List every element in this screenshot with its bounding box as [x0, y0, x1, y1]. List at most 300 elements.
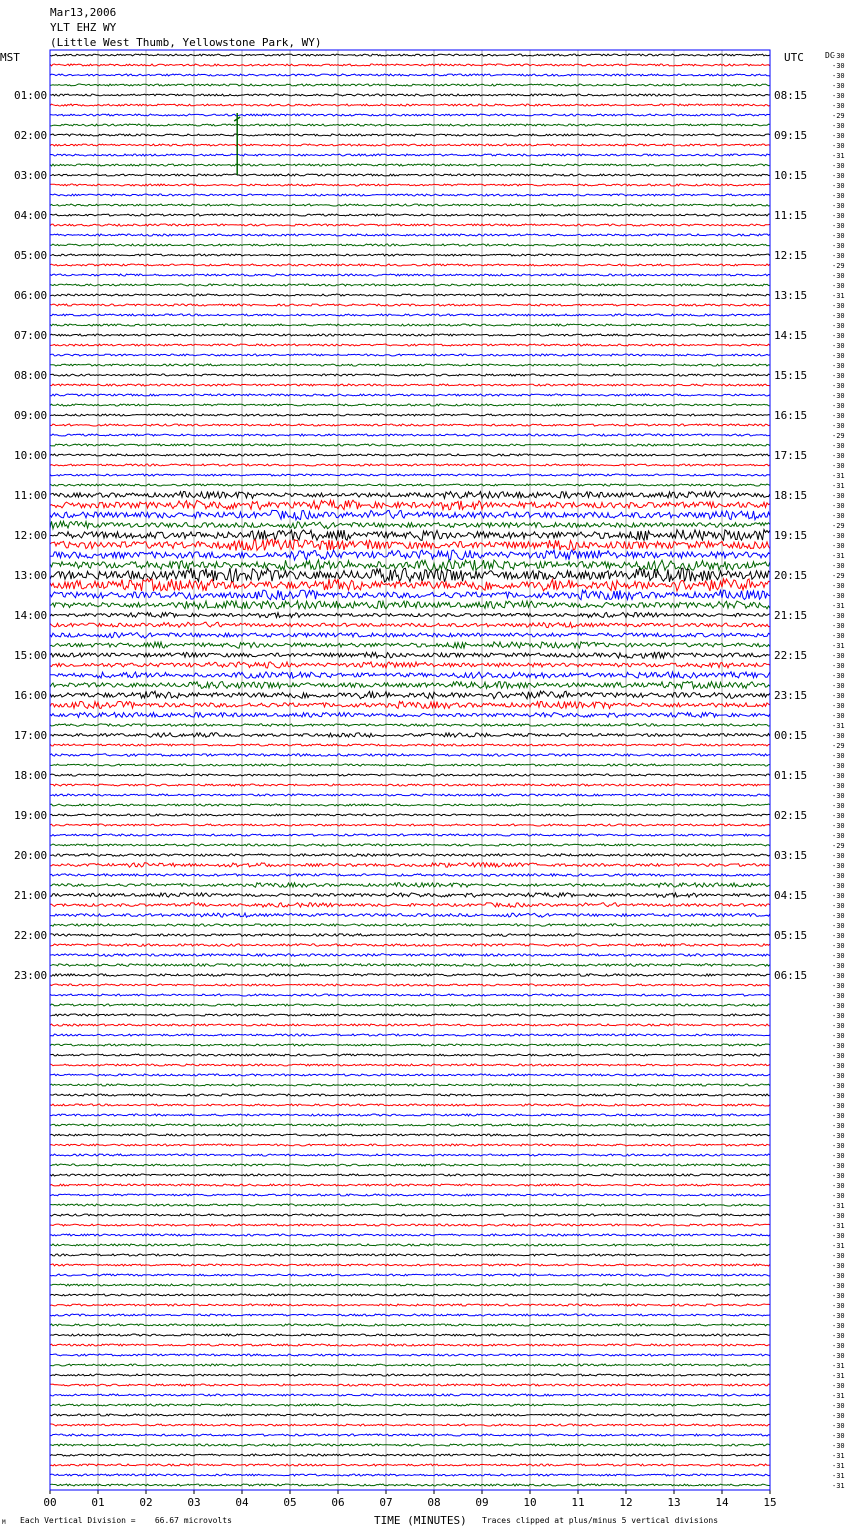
- dc-offset: -30: [832, 532, 845, 540]
- x-tick-label: 00: [43, 1496, 57, 1509]
- dc-offset: -30: [832, 502, 845, 510]
- trace-line: [50, 539, 770, 550]
- dc-offset: -30: [832, 892, 845, 900]
- trace-line: [50, 702, 770, 709]
- trace-line: [50, 234, 770, 236]
- dc-offset: -31: [832, 1462, 845, 1470]
- trace-line: [50, 1374, 770, 1376]
- dc-offset: -30: [832, 142, 845, 150]
- trace-line: [50, 1194, 770, 1196]
- trace-line: [50, 1464, 770, 1466]
- dc-offset: -30: [832, 1292, 845, 1300]
- dc-offset: -30: [832, 902, 845, 910]
- left-hour-label: 03:00: [14, 169, 48, 182]
- right-hour-label: 23:15: [774, 689, 808, 702]
- trace-line: [50, 344, 770, 346]
- dc-offset: -29: [832, 842, 845, 850]
- trace-line: [50, 1004, 770, 1006]
- left-hour-label: 12:00: [14, 529, 48, 542]
- trace-line: [50, 944, 770, 946]
- dc-offset: -30: [832, 1022, 845, 1030]
- dc-offset: -30: [832, 592, 845, 600]
- right-hour-label: 00:15: [774, 729, 808, 742]
- trace-line: [50, 1204, 770, 1206]
- dc-offset: -30: [832, 182, 845, 190]
- right-hour-label: 20:15: [774, 569, 808, 582]
- right-hour-label: 11:15: [774, 209, 808, 222]
- right-hour-label: 19:15: [774, 529, 808, 542]
- left-axis-label: MST: [0, 51, 20, 64]
- trace-line: [50, 184, 770, 186]
- x-tick-label: 10: [523, 1496, 537, 1509]
- dc-offset: -30: [832, 672, 845, 680]
- trace-line: [50, 1154, 770, 1156]
- dc-offset: -30: [832, 1172, 845, 1180]
- trace-line: [50, 1334, 770, 1336]
- dc-offset: -30: [832, 802, 845, 810]
- trace-line: [50, 672, 770, 678]
- dc-offset: -30: [832, 1152, 845, 1160]
- trace-line: [50, 1364, 770, 1366]
- dc-offset: -30: [832, 1192, 845, 1200]
- dc-offset: -31: [832, 642, 845, 650]
- trace-line: [50, 568, 770, 582]
- trace-line: [50, 754, 770, 756]
- dc-offset: -30: [832, 542, 845, 550]
- trace-line: [50, 154, 770, 156]
- left-hour-label: 16:00: [14, 689, 48, 702]
- trace-line: [50, 924, 770, 926]
- dc-offset: -30: [832, 1082, 845, 1090]
- dc-offset: -30: [832, 282, 845, 290]
- left-hour-label: 07:00: [14, 329, 48, 342]
- right-hour-label: 06:15: [774, 969, 808, 982]
- dc-offset: -29: [832, 432, 845, 440]
- right-hour-label: 17:15: [774, 449, 808, 462]
- left-hour-label: 04:00: [14, 209, 48, 222]
- trace-line: [50, 1304, 770, 1306]
- dc-offset: -30: [832, 582, 845, 590]
- trace-line: [50, 774, 770, 776]
- left-hour-label: 13:00: [14, 569, 48, 582]
- dc-offset: -30: [832, 622, 845, 630]
- dc-offset: -30: [832, 1092, 845, 1100]
- trace-line: [50, 1444, 770, 1446]
- trace-line: [50, 224, 770, 226]
- trace-line: [50, 1314, 770, 1316]
- dc-offset: -31: [832, 1372, 845, 1380]
- trace-line: [50, 682, 770, 689]
- trace-line: [50, 804, 770, 806]
- trace-line: [50, 174, 770, 176]
- dc-offset: -30: [832, 372, 845, 380]
- left-hour-label: 09:00: [14, 409, 48, 422]
- trace-line: [50, 642, 770, 648]
- left-hour-label: 10:00: [14, 449, 48, 462]
- trace-line: [50, 1134, 770, 1136]
- trace-line: [50, 94, 770, 96]
- left-hour-label: 14:00: [14, 609, 48, 622]
- dc-offset: -30: [832, 62, 845, 70]
- trace-line: [50, 84, 770, 86]
- right-hour-label: 12:15: [774, 249, 808, 262]
- trace-line: [50, 1044, 770, 1046]
- dc-offset: -30: [832, 312, 845, 320]
- trace-line: [50, 394, 770, 396]
- trace-line: [50, 1384, 770, 1386]
- trace-line: [50, 434, 770, 436]
- trace-line: [50, 364, 770, 366]
- trace-line: [50, 1024, 770, 1026]
- dc-offset: -30: [832, 952, 845, 960]
- clip-note: Traces clipped at plus/minus 5 vertical divisions: [482, 1516, 719, 1525]
- trace-line: [50, 1174, 770, 1176]
- dc-offset: -30: [832, 982, 845, 990]
- dc-offset: -30: [832, 862, 845, 870]
- dc-offset: -30: [832, 52, 845, 60]
- dc-offset: -30: [832, 392, 845, 400]
- dc-offset: -31: [832, 1392, 845, 1400]
- left-hour-label: 23:00: [14, 969, 48, 982]
- trace-line: [50, 104, 770, 106]
- dc-offset: -30: [832, 382, 845, 390]
- dc-offset: -30: [832, 632, 845, 640]
- trace-line: [50, 284, 770, 286]
- trace-line: [50, 934, 770, 936]
- trace-line: [50, 744, 770, 746]
- trace-line: [50, 974, 770, 976]
- dc-offset: -30: [832, 972, 845, 980]
- left-hour-label: 17:00: [14, 729, 48, 742]
- trace-line: [50, 784, 770, 786]
- scale-note: Each Vertical Division = 66.67 microvolts: [20, 1516, 232, 1525]
- dc-offset: -30: [832, 1032, 845, 1040]
- trace-line: [50, 601, 770, 609]
- dc-offset: -30: [832, 192, 845, 200]
- dc-offset: -31: [832, 1362, 845, 1370]
- dc-offset: -30: [832, 342, 845, 350]
- dc-offset: -30: [832, 1402, 845, 1410]
- left-hour-label: 11:00: [14, 489, 48, 502]
- trace-line: [50, 1124, 770, 1126]
- dc-offset: -30: [832, 652, 845, 660]
- left-hour-label: 02:00: [14, 129, 48, 142]
- trace-line: [50, 404, 770, 406]
- dc-offset: -30: [832, 732, 845, 740]
- trace-line: [50, 414, 770, 416]
- trace-line: [50, 764, 770, 766]
- dc-offset: -30: [832, 72, 845, 80]
- dc-offset: -30: [832, 1432, 845, 1440]
- right-hour-label: 05:15: [774, 929, 808, 942]
- trace-line: [50, 1344, 770, 1346]
- dc-offset: -30: [832, 772, 845, 780]
- trace-line: [50, 1104, 770, 1106]
- x-tick-label: 03: [187, 1496, 201, 1509]
- trace-line: [50, 1474, 770, 1476]
- x-tick-label: 08: [427, 1496, 441, 1509]
- dc-offset: -30: [832, 1052, 845, 1060]
- dc-offset: -30: [832, 1232, 845, 1240]
- dc-offset: -31: [832, 602, 845, 610]
- right-hour-label: 04:15: [774, 889, 808, 902]
- dc-offset: -30: [832, 332, 845, 340]
- dc-offset: -30: [832, 122, 845, 130]
- dc-offset: -30: [832, 1352, 845, 1360]
- right-axis-label: UTC: [784, 51, 804, 64]
- dc-offset: -31: [832, 1242, 845, 1250]
- trace-line: [50, 1424, 770, 1426]
- trace-line: [50, 134, 770, 136]
- dc-offset: -30: [832, 1342, 845, 1350]
- dc-offset: -30: [832, 882, 845, 890]
- dc-offset: -30: [832, 1162, 845, 1170]
- right-hour-label: 16:15: [774, 409, 808, 422]
- dc-offset: -30: [832, 762, 845, 770]
- dc-offset: -31: [832, 1482, 845, 1490]
- trace-line: [50, 691, 770, 699]
- trace-line: [50, 1414, 770, 1416]
- trace-line: [50, 913, 770, 917]
- right-hour-label: 02:15: [774, 809, 808, 822]
- right-hour-label: 14:15: [774, 329, 808, 342]
- trace-line: [50, 1084, 770, 1086]
- trace-line: [50, 1034, 770, 1036]
- dc-offset: -31: [832, 1472, 845, 1480]
- trace-line: [50, 652, 770, 658]
- trace-line: [50, 814, 770, 816]
- dc-offset: -30: [832, 132, 845, 140]
- trace-line: [50, 304, 770, 306]
- dc-offset: -30: [832, 782, 845, 790]
- trace-line: [50, 1294, 770, 1296]
- dc-offset: -29: [832, 522, 845, 530]
- x-tick-label: 13: [667, 1496, 681, 1509]
- x-axis-title: TIME (MINUTES): [374, 1514, 467, 1527]
- dc-offset: -30: [832, 212, 845, 220]
- trace-line: [50, 854, 770, 856]
- dc-offset: -30: [832, 1272, 845, 1280]
- trace-line: [50, 994, 770, 996]
- right-hour-label: 22:15: [774, 649, 808, 662]
- trace-line: [50, 903, 770, 907]
- trace-line: [50, 1234, 770, 1236]
- trace-line: [50, 632, 770, 638]
- dc-offset: -30: [832, 232, 845, 240]
- dc-offset-labels: [832, 52, 845, 1490]
- dc-offset: -30: [832, 1282, 845, 1290]
- trace-line: [50, 454, 770, 456]
- dc-offset: -30: [832, 1062, 845, 1070]
- trace-line: [50, 1394, 770, 1396]
- dc-offset: -30: [832, 1182, 845, 1190]
- trace-line: [50, 64, 770, 66]
- trace-line: [50, 1074, 770, 1076]
- dc-offset: -30: [832, 932, 845, 940]
- dc-label: DC: [825, 51, 835, 60]
- dc-offset: -30: [832, 1302, 845, 1310]
- dc-offset: -30: [832, 1262, 845, 1270]
- trace-line: [50, 1064, 770, 1066]
- dc-offset: -30: [832, 82, 845, 90]
- trace-line: [50, 444, 770, 446]
- dc-offset: -30: [832, 1412, 845, 1420]
- trace-line: [50, 492, 770, 499]
- trace-line: [50, 384, 770, 386]
- trace-line: [50, 1454, 770, 1456]
- trace-line: [50, 124, 770, 126]
- trace-line: [50, 1254, 770, 1256]
- x-tick-label: 15: [763, 1496, 777, 1509]
- x-tick-labels: [43, 1490, 776, 1509]
- dc-offset: -30: [832, 562, 845, 570]
- dc-offset: -30: [832, 942, 845, 950]
- trace-line: [50, 824, 770, 826]
- trace-line: [50, 613, 770, 618]
- dc-offset: -30: [832, 872, 845, 880]
- trace-line: [50, 1434, 770, 1436]
- trace-line: [50, 844, 770, 846]
- right-hour-label: 13:15: [774, 289, 808, 302]
- left-hour-label: 08:00: [14, 369, 48, 382]
- dc-offset: -31: [832, 1202, 845, 1210]
- trace-line: [50, 1404, 770, 1406]
- dc-offset: -30: [832, 702, 845, 710]
- dc-offset: -30: [832, 252, 845, 260]
- hour-labels: [14, 89, 807, 982]
- dc-offset: -30: [832, 492, 845, 500]
- dc-offset: -30: [832, 1322, 845, 1330]
- x-tick-label: 11: [571, 1496, 585, 1509]
- dc-offset: -30: [832, 852, 845, 860]
- trace-line: [50, 484, 770, 486]
- dc-offset: -30: [832, 512, 845, 520]
- right-hour-label: 09:15: [774, 129, 808, 142]
- dc-offset: -30: [832, 362, 845, 370]
- trace-line: [50, 883, 770, 887]
- dc-offset: -30: [832, 412, 845, 420]
- trace-line: [50, 164, 770, 166]
- trace-line: [50, 1094, 770, 1096]
- dc-offset: -30: [832, 242, 845, 250]
- x-tick-label: 05: [283, 1496, 297, 1509]
- dc-offset: -31: [832, 152, 845, 160]
- trace-line: [50, 521, 770, 529]
- trace-line: [50, 264, 770, 266]
- dc-offset: -30: [832, 322, 845, 330]
- header-location: (Little West Thumb, Yellowstone Park, WY): [50, 36, 322, 49]
- trace-line: [50, 1264, 770, 1266]
- x-tick-label: 06: [331, 1496, 345, 1509]
- trace-line: [50, 334, 770, 336]
- dc-offset: -29: [832, 112, 845, 120]
- trace-line: [50, 954, 770, 956]
- trace-line: [50, 354, 770, 356]
- trace-line: [50, 510, 770, 520]
- right-hour-label: 10:15: [774, 169, 808, 182]
- x-tick-label: 04: [235, 1496, 249, 1509]
- trace-line: [50, 662, 770, 668]
- left-hour-label: 05:00: [14, 249, 48, 262]
- dc-offset: -29: [832, 262, 845, 270]
- trace-line: [50, 550, 770, 560]
- trace-line: [50, 1244, 770, 1246]
- trace-line: [50, 560, 770, 571]
- trace-line: [50, 1214, 770, 1216]
- dc-offset: -30: [832, 712, 845, 720]
- dc-offset: -29: [832, 572, 845, 580]
- dc-offset: -31: [832, 482, 845, 490]
- trace-line: [50, 144, 770, 146]
- dc-offset: -30: [832, 1072, 845, 1080]
- dc-offset: -30: [832, 992, 845, 1000]
- left-hour-label: 21:00: [14, 889, 48, 902]
- trace-line: [50, 1054, 770, 1056]
- dc-offset: -31: [832, 1222, 845, 1230]
- trace-line: [50, 794, 770, 796]
- trace-line: [50, 834, 770, 836]
- dc-offset: -31: [832, 552, 845, 560]
- dc-offset: -31: [832, 722, 845, 730]
- dc-offset: -30: [832, 172, 845, 180]
- x-tick-label: 07: [379, 1496, 393, 1509]
- dc-offset: -30: [832, 302, 845, 310]
- trace-line: [50, 194, 770, 196]
- trace-line: [50, 114, 770, 116]
- dc-offset: -30: [832, 462, 845, 470]
- trace-line: [50, 254, 770, 256]
- dc-offset: -30: [832, 1132, 845, 1140]
- dc-offset: -30: [832, 822, 845, 830]
- dc-offset: -30: [832, 1002, 845, 1010]
- trace-line: [50, 424, 770, 426]
- dc-offset: -30: [832, 812, 845, 820]
- trace-line: [50, 984, 770, 986]
- trace-line: [50, 474, 770, 476]
- dc-offset: -30: [832, 422, 845, 430]
- dc-offset: -30: [832, 1252, 845, 1260]
- trace-line: [50, 1354, 770, 1356]
- trace-line: [50, 713, 770, 718]
- dc-offset: -29: [832, 742, 845, 750]
- right-hour-label: 08:15: [774, 89, 808, 102]
- left-hour-label: 01:00: [14, 89, 48, 102]
- dc-offset: -30: [832, 682, 845, 690]
- dc-offset: -30: [832, 92, 845, 100]
- dc-offset: -30: [832, 222, 845, 230]
- dc-offset: -30: [832, 1422, 845, 1430]
- trace-line: [50, 214, 770, 216]
- dc-offset: -30: [832, 832, 845, 840]
- dc-offset: -31: [832, 292, 845, 300]
- trace-line: [50, 733, 770, 737]
- trace-line: [50, 863, 770, 867]
- trace-line: [50, 1224, 770, 1226]
- left-hour-label: 22:00: [14, 929, 48, 942]
- x-tick-label: 01: [91, 1496, 105, 1509]
- trace-line: [50, 1324, 770, 1326]
- trace-line: [50, 1484, 770, 1486]
- dc-offset: -30: [832, 202, 845, 210]
- header-date: Mar13,2006: [50, 6, 117, 19]
- dc-offset: -30: [832, 1112, 845, 1120]
- trace-line: [50, 893, 770, 897]
- dc-offset: -30: [832, 1122, 845, 1130]
- trace-line: [50, 314, 770, 316]
- dc-offset: -30: [832, 1042, 845, 1050]
- left-hour-label: 06:00: [14, 289, 48, 302]
- dc-offset: -30: [832, 1332, 845, 1340]
